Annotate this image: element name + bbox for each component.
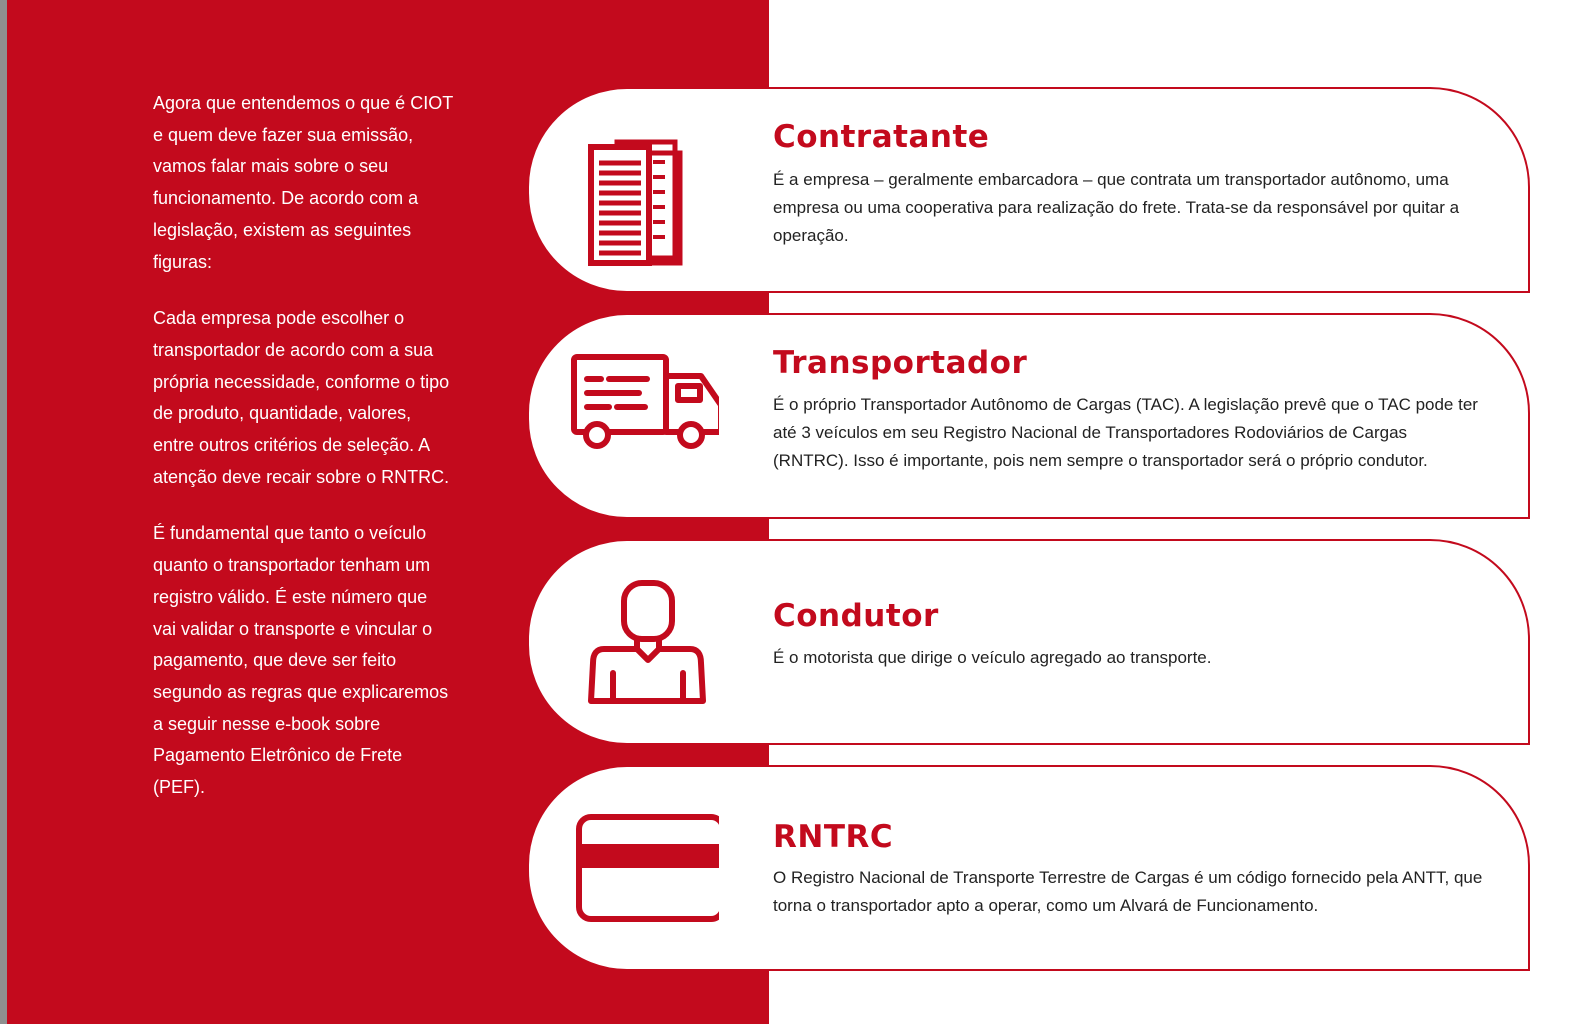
card-contratante	[527, 87, 1530, 293]
intro-paragraph: É fundamental que tanto o veículo quanto o transportador tenham um registro válido. É este número que vai validar o transporte e vincular o pagamento, que deve ser feito segundo as regras que explicaremos a seguir nesse e-book sobre Pagamento Eletrônico de Frete (PEF).	[153, 523, 449, 798]
card-title: Contratante	[773, 119, 990, 155]
card-title: Transportador	[773, 345, 1028, 381]
card-description: O Registro Nacional de Transporte Terrestre de Cargas é um código fornecido pela ANTT, que torna o transportador apto a operar, como um Alvará de Funcionamento.	[773, 868, 1483, 915]
documents-icon	[569, 117, 719, 267]
card-title: Condutor	[773, 598, 939, 634]
card-rntrc	[527, 765, 1530, 971]
truck-icon	[569, 343, 719, 493]
card-description: É o próprio Transportador Autônomo de Cargas (TAC). A legislação prevê que o TAC pode ter até 3 veículos em seu Registro Nacional de Transportadores Rodoviários de Cargas (RNTRC). Isso é importante, pois nem sempre o transportador será o próprio condutor.	[773, 395, 1478, 470]
person-icon	[569, 569, 719, 719]
intro-text	[153, 88, 453, 829]
card-icon	[569, 795, 719, 945]
intro-paragraph: Agora que entendemos o que é CIOT e quem deve fazer sua emissão, vamos falar mais sobre o seu funcionamento. De acordo com a legislação, existem as seguintes figuras:	[153, 93, 453, 272]
left-edge-strip	[0, 0, 7, 1024]
card-title: RNTRC	[773, 819, 894, 855]
card-description: É o motorista que dirige o veículo agregado ao transporte.	[773, 648, 1212, 667]
card-condutor	[527, 539, 1530, 745]
card-description: É a empresa – geralmente embarcadora – que contrata um transportador autônomo, uma empresa ou uma cooperativa para realização do frete. Trata-se da responsável por quitar a operação.	[773, 170, 1460, 245]
intro-paragraph: Cada empresa pode escolher o transportador de acordo com a sua própria necessidade, conforme o tipo de produto, quantidade, valores, entre outros critérios de seleção. A atenção deve recair sobre o RNTRC.	[153, 308, 450, 487]
card-transportador	[527, 313, 1530, 519]
